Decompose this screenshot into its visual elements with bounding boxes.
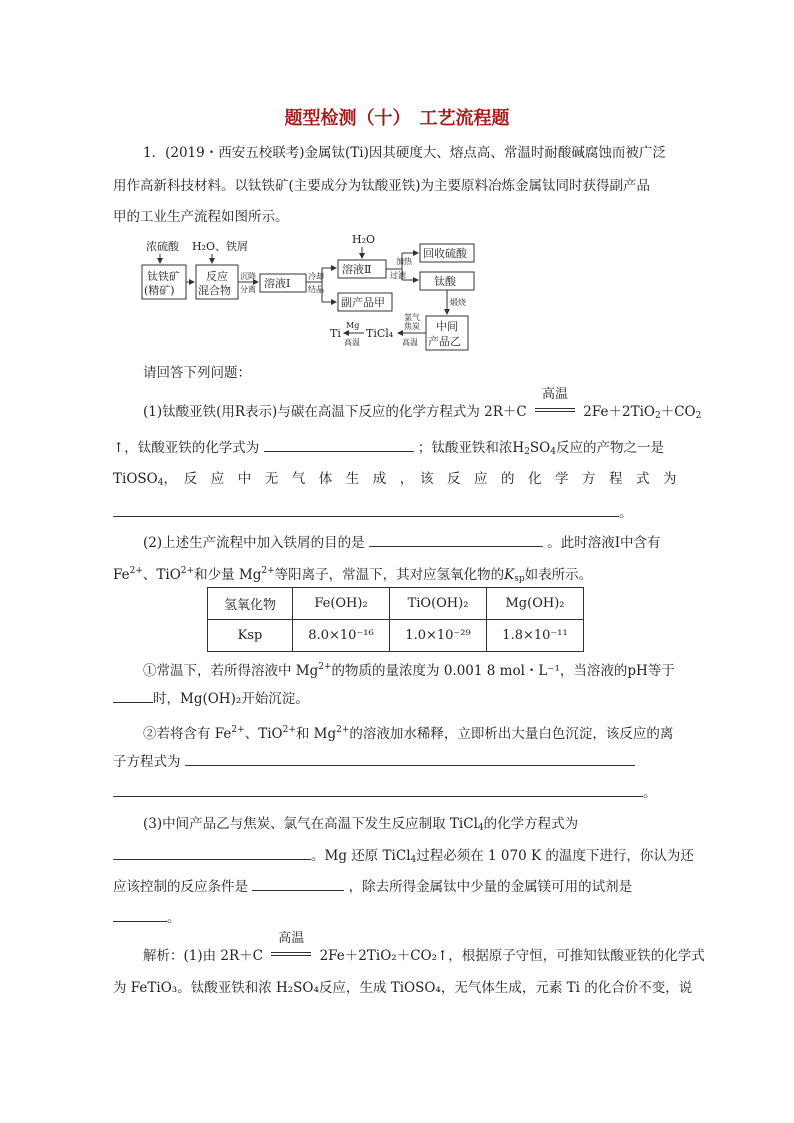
flow-cool-1: 冷却 — [308, 272, 324, 281]
q1-end: 。 — [619, 505, 633, 521]
q3-line-4 — [113, 907, 181, 928]
q2-text-s1a: ①常温下，若所得溶液中 Mg — [143, 663, 319, 679]
q2-line-2 — [113, 561, 592, 589]
q1-line-2 — [113, 437, 664, 462]
flow-settle-2: 分离 — [240, 285, 256, 294]
q1-reaction-condition — [535, 387, 575, 422]
flow-settle-1: 沉降 — [240, 272, 256, 281]
q2-sub1-line-1 — [143, 657, 675, 681]
q2-text-b4: 等阳离子，常温下，其对应氢氧化物的 — [274, 567, 505, 583]
q2-blank-ionic-2[interactable] — [113, 782, 643, 797]
table-cell: 1.8×10⁻¹¹ — [487, 620, 584, 652]
flow-sol2: 溶液Ⅱ — [342, 263, 372, 276]
q3-text-b2: 过程必须在 1 070 K 的温度下进行，你认为还 — [416, 848, 694, 864]
q1-sub: 2 — [695, 411, 702, 421]
answer-line-1 — [143, 931, 705, 966]
q1-text-a: (1)钛酸亚铁(用R表示)与碳在高温下反应的化学方程式为 2R＋C — [143, 404, 527, 420]
answer-text-a1: 解析：(1)由 2R＋C — [143, 948, 263, 964]
q3-line-3 — [113, 876, 632, 897]
q1-line-4 — [113, 502, 633, 523]
q1-text-c4: 反应的产物之一是 — [555, 440, 664, 456]
table-cell: Ksp — [208, 620, 293, 652]
answer-text-a2: 2Fe＋2TiO₂＋CO₂↑，根据原子守恒，可推知钛酸亚铁的化学式 — [319, 948, 705, 964]
table-cell: 1.0×10⁻²⁹ — [390, 620, 487, 652]
q2-sup: 2+ — [282, 725, 296, 735]
q2-sup: 2+ — [318, 662, 332, 672]
q2-text-s2b: 、TiO — [244, 726, 283, 742]
q1-text-d1: TiOSO — [113, 471, 158, 487]
flow-mix-2: 混合物 — [198, 284, 231, 297]
table-header-cell: 氢氧化物 — [208, 588, 293, 620]
table-cell: 8.0×10⁻¹⁶ — [293, 620, 390, 652]
q1-sub: 2 — [524, 447, 530, 457]
q3-text-a1: (3)中间产品乙与焦炭、氯气在高温下发生反应制取 TiCl — [143, 816, 478, 832]
q2-sub1-line-2 — [113, 688, 309, 709]
flow-water: H₂O — [352, 233, 376, 246]
flow-calc: 煅烧 — [450, 298, 466, 307]
q2-sup: 2+ — [180, 566, 195, 576]
q1-text-c2: ；钛酸亚铁和浓H — [417, 440, 525, 456]
q1-sub: 4 — [550, 447, 556, 457]
process-flow-diagram — [140, 230, 500, 355]
q2-text-b2: 、TiO — [142, 567, 181, 583]
flow-heat-1: 加热 — [396, 257, 412, 266]
flow-label-water-iron: H₂O、铁屑 — [192, 240, 249, 253]
flow-recover: 回收硫酸 — [423, 247, 467, 260]
q3-blank-condition[interactable] — [252, 876, 344, 891]
answer-cond-label: 高温 — [278, 931, 305, 946]
table-row — [208, 588, 584, 620]
q2-sup: 2+ — [336, 725, 350, 735]
q3-end: 。 — [167, 910, 181, 926]
q1-blank-equation[interactable] — [113, 502, 619, 517]
q2-blank-ionic-1[interactable] — [185, 751, 635, 766]
table-row — [208, 620, 584, 652]
q3-sub: 4 — [477, 823, 484, 833]
flow-label-acid: 浓硫酸 — [146, 240, 179, 253]
q1-text-d2: ， 反 应 中 无 气 体 生 成 ， 该 反 应 的 化 学 方 程 式 为 — [163, 471, 677, 487]
ksp-table — [207, 587, 584, 652]
q1-blank-formula[interactable] — [264, 437, 414, 452]
q1-cond-label: 高温 — [541, 387, 568, 402]
q2-text-b5: 如表所示。 — [524, 567, 593, 583]
q2-sup: 2+ — [129, 566, 143, 576]
q1-text-b2: ＋CO — [660, 404, 696, 420]
q1-sub: 2 — [654, 411, 661, 421]
q2-text-s2e: 子方程式为 — [113, 754, 181, 770]
q2-sub2-line-1 — [143, 720, 673, 744]
q2-text-s2a: ②若将含有 Fe — [143, 726, 232, 742]
intro-line-1: 1．(2019・西安五校联考)金属钛(Ti)因其硬度大、熔点高、常温时耐酸碱腐蚀而被广泛 — [143, 145, 666, 161]
q2-blank-ph[interactable] — [113, 688, 153, 703]
q1-text-c3: SO — [529, 440, 551, 456]
q1-sub: 4 — [157, 478, 164, 488]
flow-sol1: 溶液Ⅰ — [264, 277, 291, 290]
q2-blank-purpose[interactable] — [369, 532, 543, 547]
flow-mix-1: 反应 — [206, 270, 228, 283]
q2-text-b1: Fe — [113, 567, 130, 583]
flow-mid-2: 产品乙 — [428, 335, 461, 348]
q2-sup: 2+ — [231, 725, 245, 735]
q2-ksp: K — [504, 567, 515, 583]
q2-text-s2d: 的溶液加水稀释，立即析出大量白色沉淀，该反应的离 — [349, 726, 674, 742]
q3-sub: 4 — [410, 855, 417, 865]
q3-text-b1: 。Mg 还原 TiCl — [311, 848, 411, 864]
q2-text-b3: 和少量 Mg — [194, 567, 262, 583]
q2-text-a2: 。此时溶液Ⅰ中含有 — [547, 535, 661, 551]
q1-text-c1: ↑，钛酸亚铁的化学式为 — [113, 440, 260, 456]
flow-chlor-1: 氯气 — [404, 313, 420, 322]
q2-text-a1: (2)上述生产流程中加入铁屑的目的是 — [143, 535, 365, 551]
intro-line-2: 用作高新科技材料。以钛铁矿(主要成分为钛酸亚铁)为主要原料冶炼金属钛同时获得副产品 — [113, 178, 651, 194]
table-header-cell: Fe(OH)₂ — [293, 588, 390, 620]
intro-line-3: 甲的工业生产流程如图所示。 — [113, 209, 289, 225]
q2-text-s1c: 时，Mg(OH)₂开始沉淀。 — [153, 691, 309, 707]
q3-blank-reagent[interactable] — [113, 907, 167, 922]
page-title: 题型检测（十） 工艺流程题 — [284, 108, 510, 129]
q3-line-2 — [113, 845, 694, 870]
q3-line-1 — [143, 814, 578, 838]
flow-tiacid: 钛酸 — [434, 275, 456, 288]
flow-chlor-2: 焦炭 — [404, 322, 420, 331]
table-header-cell: Mg(OH)₂ — [487, 588, 584, 620]
flow-ti: Ti — [330, 327, 341, 340]
q3-text-a2: 的化学方程式为 — [483, 816, 579, 832]
q2-sub2-line-3 — [113, 782, 657, 803]
answer-line-2: 为 FeTiO₃。钛酸亚铁和浓 H₂SO₄反应，生成 TiOSO₄，无气体生成，元素 Ti 的化合价不变，说 — [113, 980, 693, 996]
flow-heat-2: 过滤 — [390, 271, 406, 280]
q2-sup: 2+ — [261, 566, 275, 576]
q2-sub2-line-2 — [113, 751, 635, 772]
flow-cool-2: 结晶 — [308, 285, 324, 294]
q2-line-1 — [143, 532, 661, 553]
flow-byproduct: 副产品甲 — [341, 296, 385, 309]
q2-ksp-sub: sp — [514, 574, 525, 584]
flow-ore-2: (精矿) — [144, 284, 175, 297]
answer-reaction-condition — [271, 931, 311, 966]
q2-text-s2c: 和 Mg — [295, 726, 337, 742]
flow-ore-1: 钛铁矿 — [147, 270, 180, 283]
q3-text-c1: 应该控制的反应条件是 — [113, 879, 248, 895]
q3-text-c2: ，除去所得金属钛中少量的金属镁可用的试剂是 — [348, 879, 633, 895]
q1-line-3 — [113, 469, 676, 493]
prompt-line: 请回答下列问题： — [143, 365, 251, 381]
q2-end: 。 — [643, 785, 657, 801]
flow-mg: Mg — [346, 321, 360, 330]
q3-blank-equation[interactable] — [113, 845, 311, 860]
q2-text-s1b: 的物质的量浓度为 0.001 8 mol・L⁻¹，当溶液的pH等于 — [331, 663, 675, 679]
table-header-cell: TiO(OH)₂ — [390, 588, 487, 620]
flow-hight-2: 高温 — [344, 338, 360, 347]
q1-text-b: 2Fe＋2TiO — [583, 404, 655, 420]
q1-line-1 — [143, 387, 702, 426]
flow-mid-1: 中间 — [436, 320, 458, 333]
flow-ticl4: TiCl₄ — [366, 327, 394, 340]
flow-hight-1: 高温 — [402, 338, 418, 347]
